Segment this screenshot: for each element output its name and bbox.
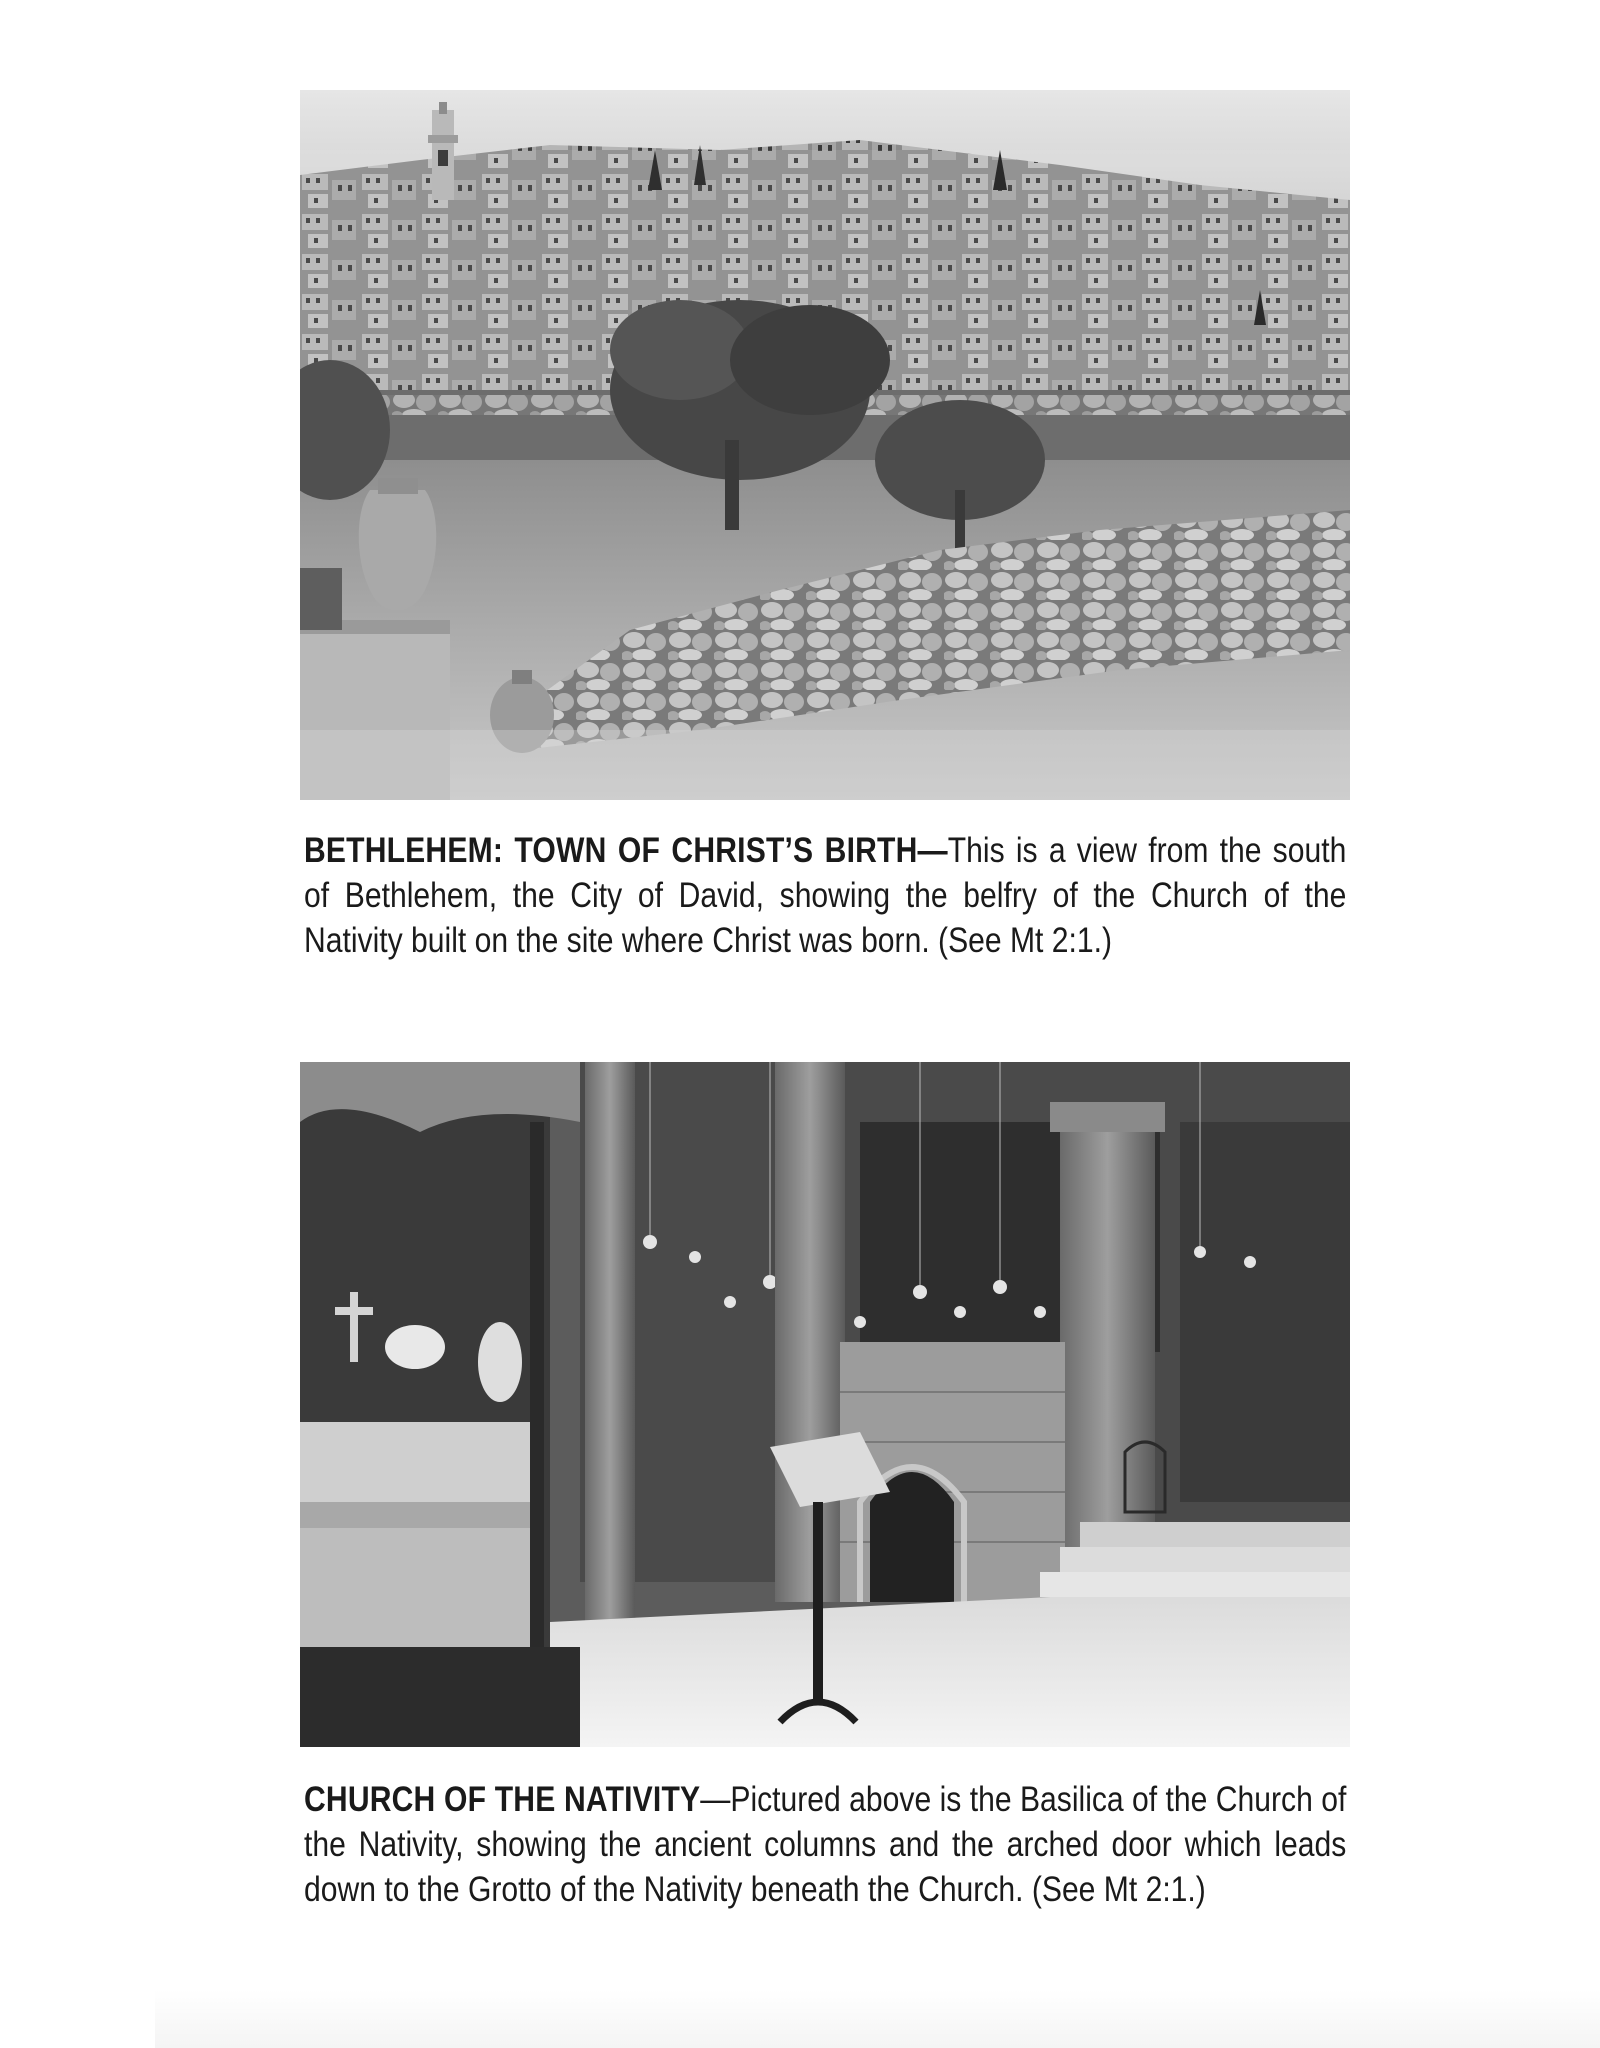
bethlehem-photo — [300, 90, 1350, 800]
caption-dash: — — [700, 1780, 731, 1819]
caption-title: BETHLEHEM: TOWN OF CHRIST’S BIRTH — [304, 831, 918, 870]
caption-title: CHURCH OF THE NATIVITY — [304, 1780, 701, 1819]
caption-body: This is a view from the south of Bethlehem, the City of David, showing the belfry of the Church of the Nativity built on the site where Christ was born. (See Mt 2:1.) — [304, 831, 1347, 960]
caption-body: Pictured above is the Basilica of the Church of the Nativity, showing the ancient columns and the arched door which leads down to the Grotto of the Nativity beneath the Church. (See Mt 2:1.) — [304, 1780, 1347, 1909]
caption-dash: — — [917, 831, 948, 870]
church-of-nativity-caption — [304, 1777, 1346, 1912]
church-of-nativity-photo — [300, 1062, 1350, 1747]
bethlehem-caption — [304, 828, 1346, 963]
page-bottom-shadow — [155, 1990, 1600, 2048]
